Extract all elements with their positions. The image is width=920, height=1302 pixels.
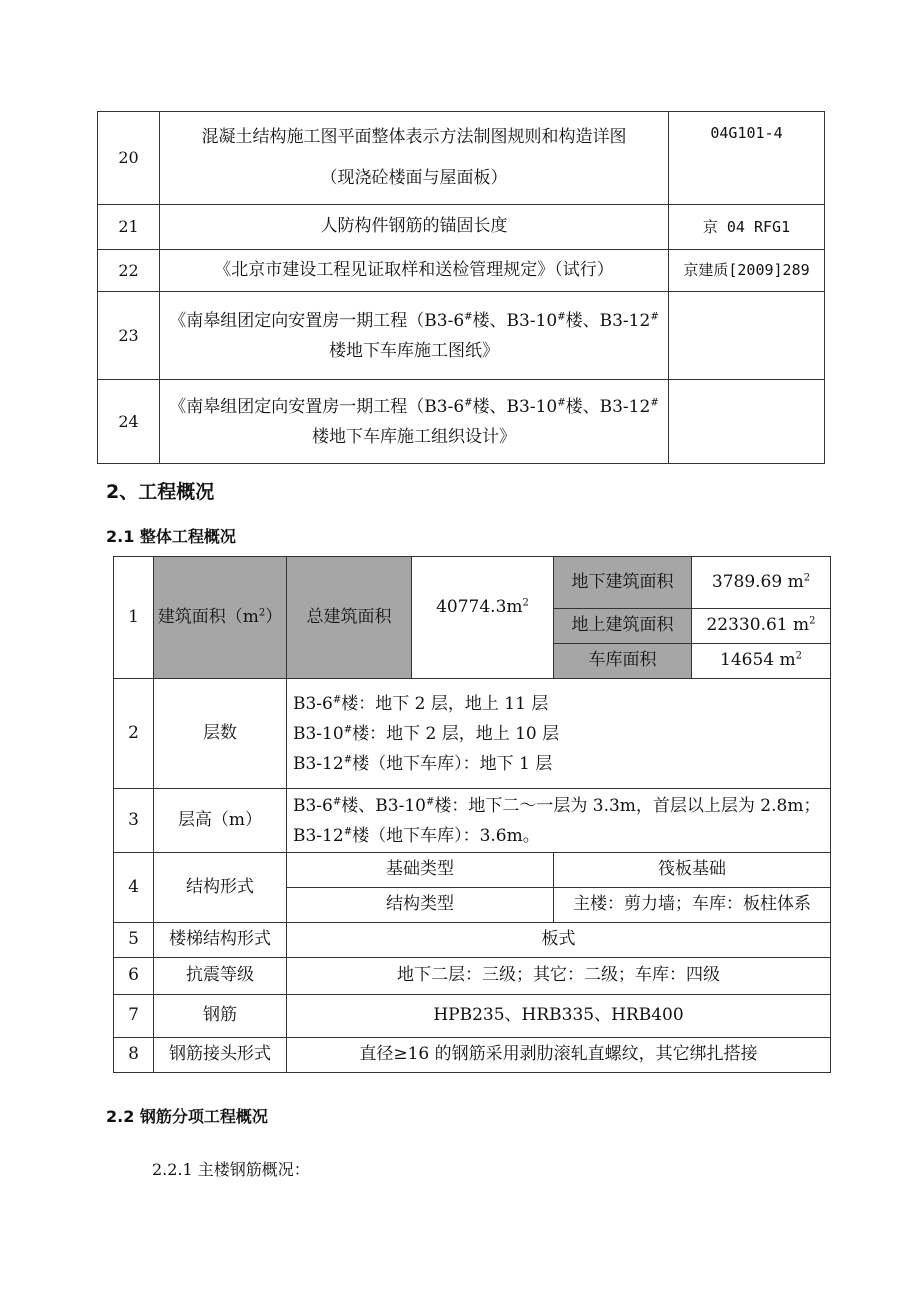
title-sup: #: [650, 310, 659, 322]
row-number: 23: [98, 292, 160, 380]
reference-code: 京建质[2009]289: [669, 250, 825, 292]
reference-table: [97, 111, 825, 464]
row-number: 7: [114, 995, 154, 1038]
reference-code: [669, 292, 825, 380]
reference-title-line: 混凝土结构施工图平面整体表示方法制图规则和构造详图: [201, 126, 627, 147]
title-part: 《南皋组团定向安置房一期工程（B3-6: [169, 310, 465, 331]
value-sup: #: [343, 753, 353, 765]
stair-structure-value: 板式: [287, 923, 831, 958]
title-sup: #: [557, 310, 566, 322]
title-part: 楼地下车库施工图纸》: [329, 340, 499, 361]
value-sup: 2: [809, 615, 816, 627]
structure-type-label: 结构类型: [287, 888, 554, 923]
foundation-type-label: 基础类型: [287, 853, 554, 888]
table-row: [114, 789, 831, 853]
foundation-type-value: 筏板基础: [554, 853, 831, 888]
section-2-1-heading: 2.1 整体工程概况: [106, 527, 236, 546]
value-sup: 2: [522, 597, 529, 609]
value-text: 14654 m: [720, 650, 796, 671]
row-number: 1: [114, 557, 154, 679]
row-number: 21: [98, 205, 160, 250]
table-row: [114, 679, 831, 789]
aboveground-area-value: [692, 609, 831, 644]
title-part: 楼、B3-12: [565, 396, 651, 417]
value-text: 楼：地下 2 层，地上 11 层: [341, 693, 549, 714]
value-text: 楼（地下车库）：3.6m。: [352, 825, 540, 846]
rebar-joint-label: 钢筋接头形式: [154, 1038, 287, 1073]
garage-area-label: 车库面积: [554, 644, 692, 679]
title-sup: #: [557, 396, 566, 408]
value-sup: 2: [795, 650, 802, 662]
value-text: B3-10: [293, 723, 344, 744]
value-text: B3-6: [293, 693, 333, 714]
seismic-grade-label: 抗震等级: [154, 958, 287, 995]
reference-code: [669, 380, 825, 464]
floors-value: [287, 679, 831, 789]
floor-height-value: [287, 789, 831, 853]
underground-area-label: 地下建筑面积: [554, 557, 692, 609]
value-sup: #: [425, 795, 435, 807]
value-text: 楼：地下 2 层，地上 10 层: [352, 723, 560, 744]
rebar-label: 钢筋: [154, 995, 287, 1038]
building-area-label: [154, 557, 287, 679]
value-text: 40774.3m: [436, 597, 523, 617]
row-number: 22: [98, 250, 160, 292]
value-text: 22330.61 m: [706, 615, 810, 636]
reference-title: 人防构件钢筋的锚固长度: [160, 205, 669, 250]
table-row: [114, 557, 831, 609]
section-2-2-heading: 2.2 钢筋分项工程概况: [106, 1107, 268, 1126]
reference-code: 京 04 RFG1: [669, 205, 825, 250]
row-number: 4: [114, 853, 154, 923]
label-text: ）: [265, 606, 283, 627]
reference-code: 04G101-4: [669, 112, 825, 205]
row-number: 5: [114, 923, 154, 958]
table-row: [114, 958, 831, 995]
title-sup: #: [464, 310, 473, 322]
table-row: [98, 112, 825, 205]
row-number: 20: [98, 112, 160, 205]
title-part: 楼、B3-10: [472, 396, 558, 417]
structure-form-label: 结构形式: [154, 853, 287, 923]
table-row: [114, 923, 831, 958]
rebar-value: HPB235、HRB335、HRB400: [287, 995, 831, 1038]
underground-area-value: [692, 557, 831, 609]
title-part: 《南皋组团定向安置房一期工程（B3-6: [169, 396, 465, 417]
reference-title: [160, 112, 669, 205]
floors-label: 层数: [154, 679, 287, 789]
table-row: [114, 853, 831, 888]
value-sup: 2: [803, 572, 811, 584]
value-text: 楼（地下车库）：地下 1 层: [352, 753, 553, 774]
value-text: 楼：地下二～一层为 3.3m，首层以上层为 2.8m；: [434, 795, 821, 816]
overview-table: [113, 556, 831, 1073]
stair-structure-label: 楼梯结构形式: [154, 923, 287, 958]
seismic-grade-value: 地下二层：三级；其它：二级；车库：四级: [287, 958, 831, 995]
title-part: 楼地下车库施工组织设计》: [312, 426, 516, 447]
table-row: [98, 205, 825, 250]
floor-height-label: 层高（m）: [154, 789, 287, 853]
table-row: [114, 1038, 831, 1073]
total-area-value: [412, 557, 554, 679]
aboveground-area-label: 地上建筑面积: [554, 609, 692, 644]
value-text: 楼、B3-10: [341, 795, 426, 816]
row-number: 8: [114, 1038, 154, 1073]
value-sup: #: [343, 825, 353, 837]
row-number: 24: [98, 380, 160, 464]
table-row: [114, 995, 831, 1038]
reference-title: 《北京市建设工程见证取样和送检管理规定》（试行）: [160, 250, 669, 292]
value-text: B3-6: [293, 795, 333, 816]
reference-title: [160, 292, 669, 380]
structure-type-value: 主楼：剪力墙；车库：板柱体系: [554, 888, 831, 923]
reference-title-line: （现浇砼楼面与屋面板）: [320, 168, 508, 188]
table-row: [98, 380, 825, 464]
reference-title: [160, 380, 669, 464]
row-number: 2: [114, 679, 154, 789]
section-2-heading: 2、工程概况: [106, 481, 215, 503]
value-text: B3-12: [293, 753, 344, 774]
label-sup: 2: [258, 607, 266, 619]
row-number: 6: [114, 958, 154, 995]
value-sup: #: [332, 795, 342, 807]
value-text: B3-12: [293, 825, 344, 846]
title-sup: #: [464, 396, 473, 408]
table-row: [98, 250, 825, 292]
value-sup: #: [343, 723, 353, 735]
title-sup: #: [650, 396, 659, 408]
total-area-label: 总建筑面积: [287, 557, 412, 679]
garage-area-value: [692, 644, 831, 679]
title-part: 楼、B3-10: [472, 310, 558, 331]
row-number: 3: [114, 789, 154, 853]
label-text: 建筑面积（m: [157, 606, 259, 627]
section-2-2-1-heading: 2.2.1 主楼钢筋概况：: [152, 1160, 310, 1179]
value-sup: #: [332, 693, 342, 705]
rebar-joint-value: 直径≥16 的钢筋采用剥肋滚轧直螺纹，其它绑扎搭接: [287, 1038, 831, 1073]
table-row: [98, 292, 825, 380]
title-part: 楼、B3-12: [565, 310, 651, 331]
value-text: 3789.69 m: [711, 571, 804, 592]
